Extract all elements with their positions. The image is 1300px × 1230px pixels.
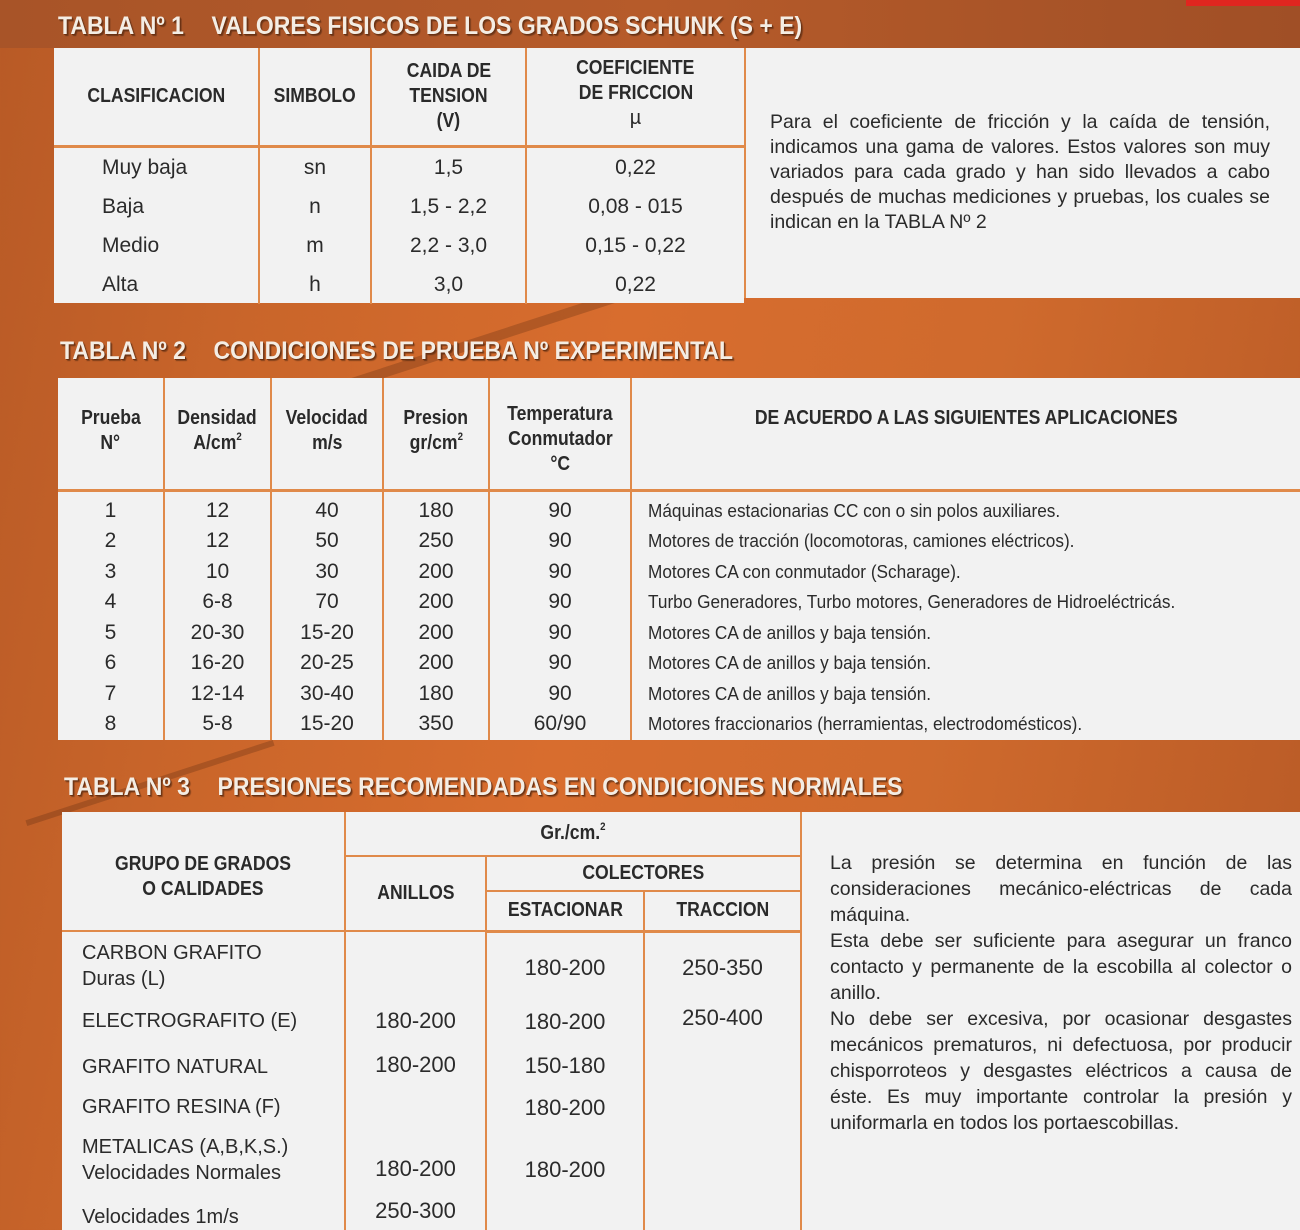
col-prueba: 1 2 3 4 5 6 7 8: [58, 490, 164, 740]
header-clasificacion: CLASIFICACION: [54, 48, 259, 146]
table3-number: TABLA Nº 3: [64, 773, 190, 801]
table2-body: [58, 490, 1300, 740]
col-temperatura: 90 90 90 90 90 90 90 60/90: [489, 490, 631, 740]
table1-values: [54, 48, 744, 303]
table3-note-panel: [800, 812, 1300, 1230]
header-caida-tension: CAIDA DE TENSION (V): [371, 48, 526, 146]
col-anillos: 180-200 180-200 180-200 250-300: [345, 931, 486, 1230]
note-paragraph: La presión se determina en función de las consideraciones mecánico-eléctricas de cada máquina.: [830, 852, 1292, 926]
header-presion: Presion $gr/cm^2$: [383, 378, 489, 490]
table1-header-row: [54, 48, 744, 146]
col-estacionar: 180-200 180-200 150-180 180-200 180-200: [486, 931, 644, 1230]
col-simbolo: sn n m h: [259, 146, 371, 304]
header-temperatura: Temperatura Conmutador °C: [489, 378, 631, 490]
header-aplicaciones: DE ACUERDO A LAS SIGUIENTES APLICACIONES: [631, 378, 1300, 490]
table2-number: TABLA Nº 2: [60, 337, 186, 365]
table1-body: [54, 146, 744, 304]
note-paragraph: Esta debe ser suficiente para asegurar un franco contacto y permanente de la escobilla al colector o anillo.: [830, 930, 1292, 1004]
table1-note-panel: [744, 48, 1300, 298]
col-coeficiente: 0,22 0,08 - 015 0,15 - 0,22 0,22: [526, 146, 744, 304]
table3-title: [64, 773, 903, 802]
col-aplicaciones: Máquinas estacionarias CC con o sin polos auxiliares. Motores de tracción (locomotoras, camiones eléctricos). Motores CA con conmutador (Scharage). Turbo Generadores, Turbo motores, Generadores de Hidroeléctricás. Motores CA de anillos y baja tensión. Motores CA de anillos y baja tensión. Motores CA de anillos y baja tensión. Motores fraccionarios (herramientas, electrodomésticos).: [631, 490, 1300, 740]
header-estacionar: ESTACIONAR: [486, 891, 644, 931]
table1-heading: VALORES FISICOS DE LOS GRADOS SCHUNK (S + E): [211, 12, 803, 40]
note-paragraph: No debe ser excesiva, por ocasionar desgastes mecánicos prematuros, ni defectuosa, por producir chisporroteos y desgastes eléctricos a causa de éste. Es muy importante controlar la presión y uniformarla en todos los portaescobillas.: [830, 1008, 1292, 1134]
table3-pressures: [62, 812, 800, 1230]
header-prueba: Prueba N°: [58, 378, 164, 490]
col-velocidad: 40 50 30 70 15-20 20-25 30-40 15-20: [271, 490, 383, 740]
table2-title: [60, 337, 733, 366]
col-densidad: 12 12 10 6-8 20-30 16-20 12-14 5-8: [164, 490, 271, 740]
header-coeficiente-friccion: COEFICIENTE DE FRICCION µ: [526, 48, 744, 146]
col-traccion: 250-350 250-400: [644, 931, 800, 1230]
col-clasificacion: Muy baja Baja Medio Alta: [54, 146, 259, 304]
table2-test-conditions: [58, 378, 1300, 740]
header-unidad: Gr./cm.$^2$: [345, 812, 800, 856]
table1-title: [58, 12, 802, 41]
col-caida: 1,5 1,5 - 2,2 2,2 - 3,0 3,0: [371, 146, 526, 304]
col-grupo: CARBON GRAFITO Duras (L) ELECTROGRAFITO (E) GRAFITO NATURAL GRAFITO RESINA (F) METALICAS (A,B,K,S.) Velocidades Normales Velocidades 1m/s: [62, 931, 345, 1230]
table1-note: Para el coeficiente de fricción y la caída de tensión, indicamos una gama de valores. Estos valores son muy variados para cada grado y han sido llevados a cabo después de muchas mediciones y pruebas, los cuales se indican en la TABLA Nº 2: [770, 111, 1270, 233]
table3-note: [830, 850, 1292, 1136]
header-traccion: TRACCION: [644, 891, 800, 931]
red-corner-tab: [1186, 0, 1300, 6]
table1-number: TABLA Nº 1: [58, 12, 184, 40]
table3-body: [62, 931, 800, 1230]
header-colectores: COLECTORES: [486, 856, 800, 891]
header-velocidad: Velocidad m/s: [271, 378, 383, 490]
header-grupo: GRUPO DE GRADOS O CALIDADES: [62, 812, 345, 931]
table2-heading: CONDICIONES DE PRUEBA Nº EXPERIMENTAL: [213, 337, 734, 365]
header-densidad: Densidad $A/cm^2$: [164, 378, 271, 490]
col-presion: 180 250 200 200 200 200 180 350: [383, 490, 489, 740]
table3-header-row-1: [62, 812, 800, 856]
header-simbolo: SIMBOLO: [259, 48, 371, 146]
table3-heading: PRESIONES RECOMENDADAS EN CONDICIONES NORMALES: [217, 773, 903, 801]
table2-header-row: [58, 378, 1300, 490]
header-anillos: ANILLOS: [345, 856, 486, 931]
